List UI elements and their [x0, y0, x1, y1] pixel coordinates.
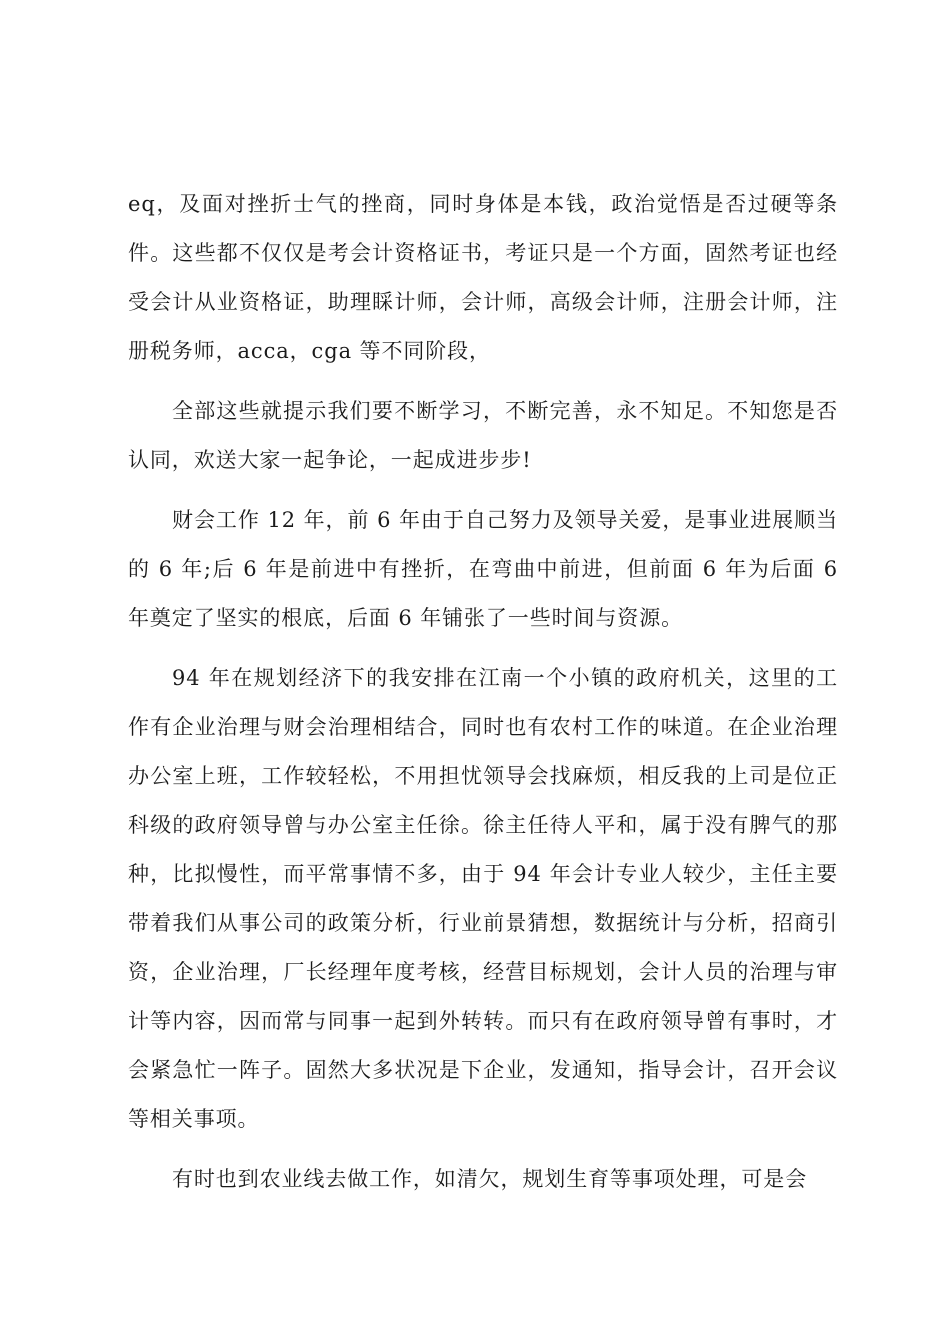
paragraph: 94 年在规划经济下的我安排在江南一个小镇的政府机关，这里的工作有企业治理与财会治理相结合，同时也有农村工作的味道。在企业治理办公室上班，工作较轻松，不用担忧领导会找麻烦，相反我的上司是位正科级的政府领导曾与办公室主任徐。徐主任待人平和，属于没有脾气的那种，比拟慢性，而平常事情不多，由于 94 年会计专业人较少，主任主要带着我们从事公司的政策分析，行业前景猜想，数据统计与分析，招商引资，企业治理，厂长经理年度考核，经营目标规划，会计人员的治理与审计等内容，因而常与同事一起到外转转。而只有在政府领导曾有事时，才会紧急忙一阵子。固然大多状况是下企业，发通知，指导会计，召开会议等相关事项。 — [128, 666, 838, 1131]
paragraph: 财会工作 12 年，前 6 年由于自己努力及领导关爱，是事业进展顺当的 6 年;后 6 年是前进中有挫折，在弯曲中前进，但前面 6 年为后面 6 年奠定了坚实的根底，后面 6 年铺张了一些时间与资源。 — [128, 508, 838, 630]
paragraph: 全部这些就提示我们要不断学习，不断完善，永不知足。不知您是否认同，欢送大家一起争论，一起成进步步! — [128, 399, 838, 472]
document-body — [128, 180, 838, 1215]
paragraph: eq，及面对挫折士气的挫商，同时身体是本钱，政治觉悟是否过硬等条件。这些都不仅仅是考会计资格证书，考证只是一个方面，固然考证也经受会计从业资格证，助理睬计师，会计师，高级会计师，注册会计师，注册税务师，acca，cga 等不同阶段， — [128, 192, 838, 363]
paragraph: 有时也到农业线去做工作，如清欠，规划生育等事项处理，可是会 — [172, 1167, 808, 1191]
